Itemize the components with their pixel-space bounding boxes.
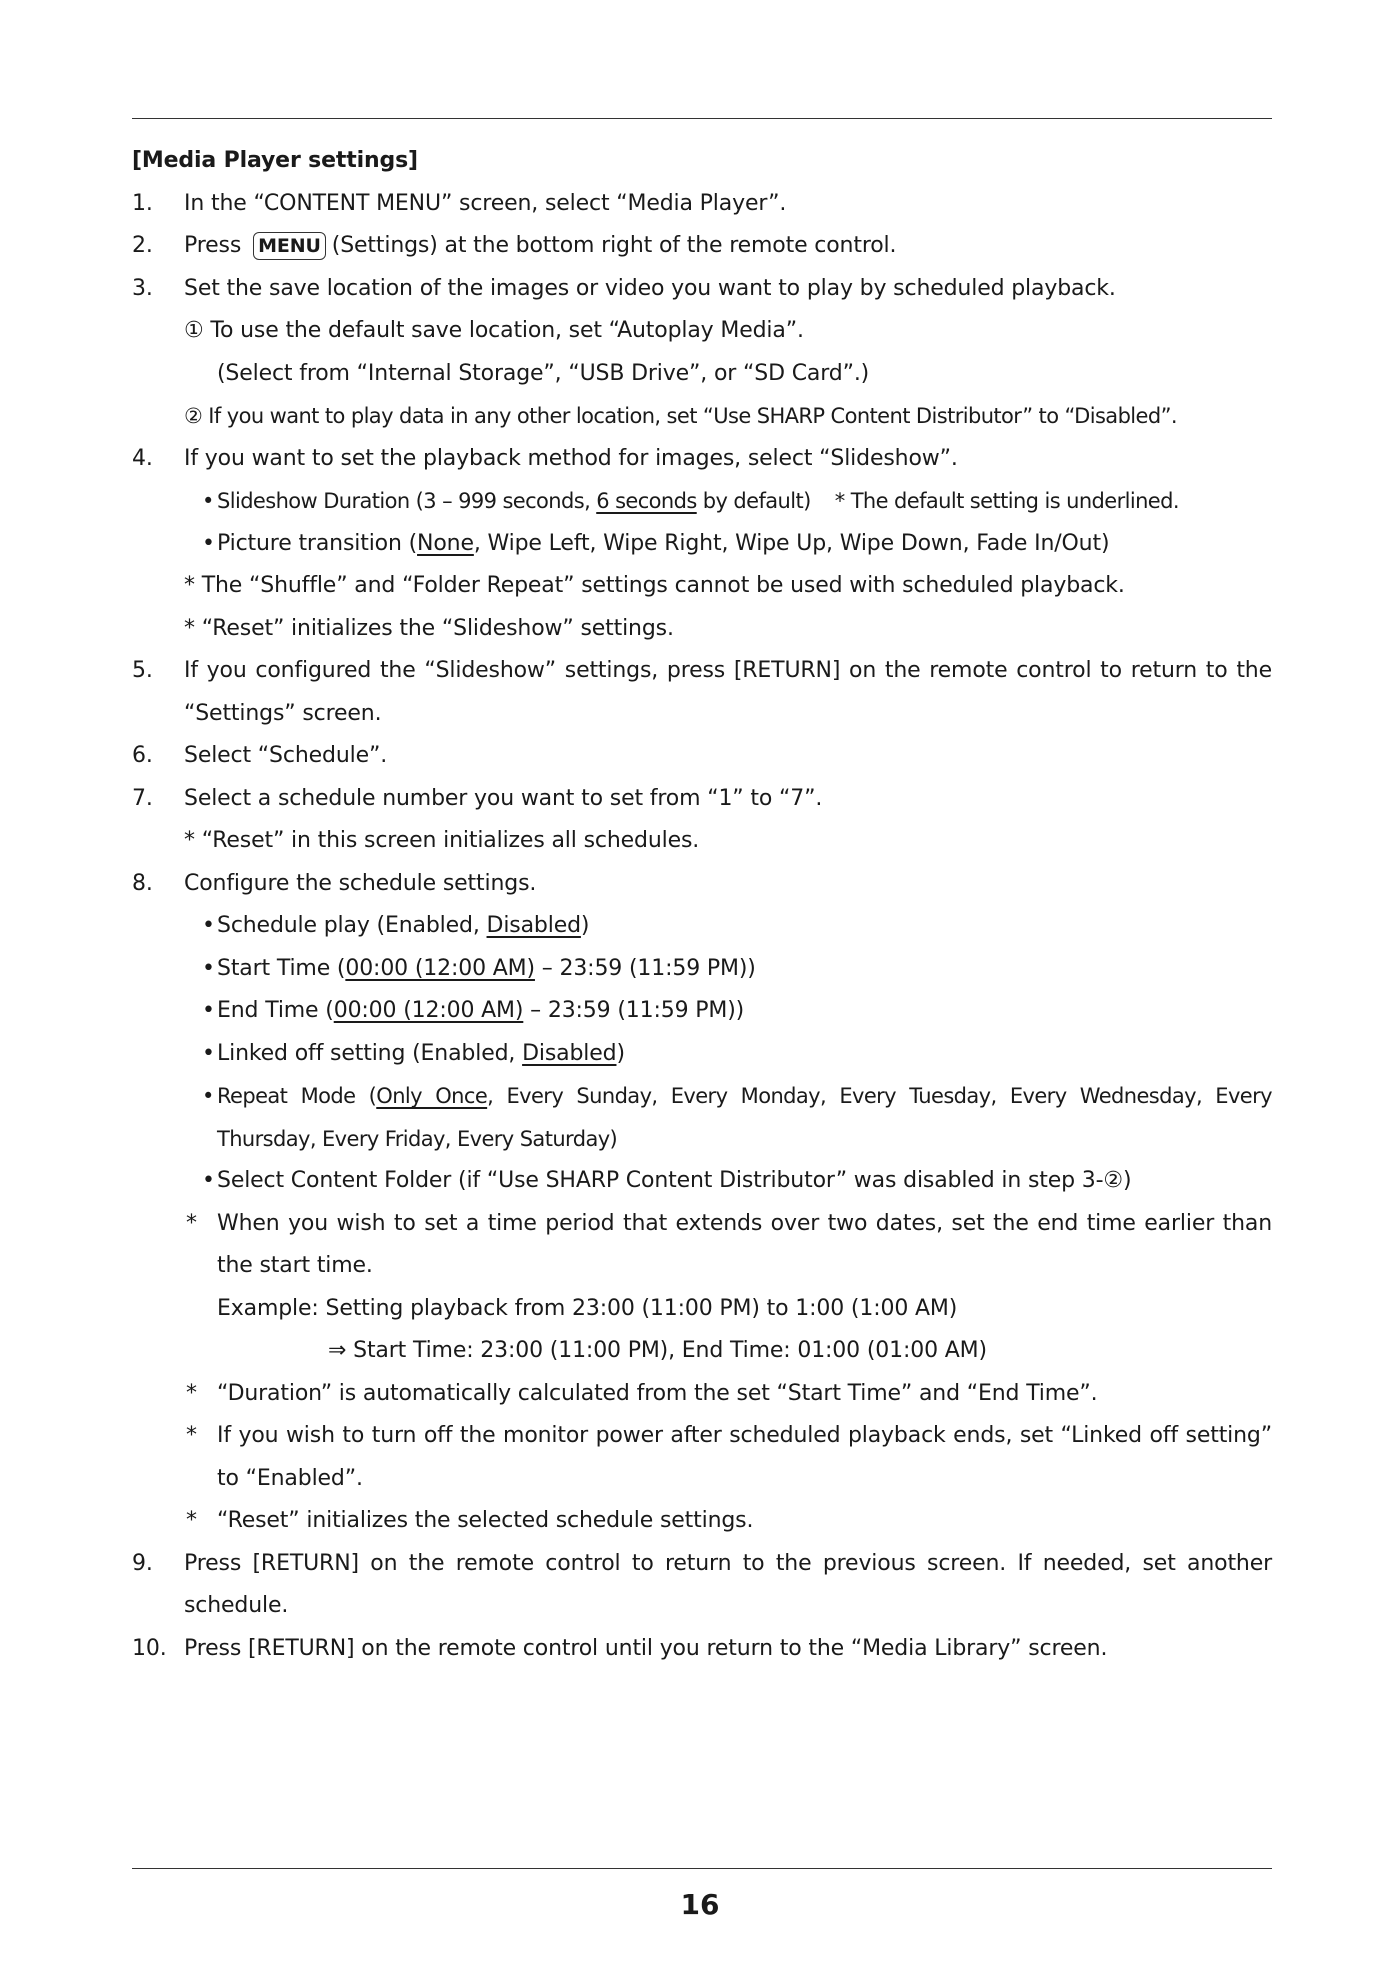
example-result-text: ⇒ Start Time: 23:00 (11:00 PM), End Time: 01:00 (01:00 AM) [328, 1338, 987, 1363]
step-3 [132, 268, 1272, 311]
step-number: 1. [132, 190, 153, 216]
bullet-text: by default) [696, 489, 811, 513]
step-7 [132, 778, 1272, 821]
step-text: If you configured the “Slideshow” settings, press [RETURN] on the remote control to return to the “Settings” screen. [184, 658, 1272, 726]
bullet-text: Picture transition ( [217, 530, 418, 556]
note-duration [132, 1373, 1272, 1416]
step-text-pre: Press [184, 233, 242, 258]
bullet-repeat-mode [132, 1075, 1272, 1160]
example-line [132, 1288, 1272, 1331]
step-number: 8. [132, 870, 153, 896]
step-9 [132, 1543, 1272, 1628]
bullet-icon: • [202, 489, 214, 513]
step-text-post: (Settings) at the bottom right of the remote control. [331, 233, 897, 258]
step-1 [132, 183, 1272, 226]
bullet-icon: • [202, 913, 215, 938]
sub-text: ① To use the default save location, set “Autoplay Media”. [184, 318, 804, 343]
example-text: Example: Setting playback from 23:00 (11:00 PM) to 1:00 (1:00 AM) [217, 1295, 958, 1321]
bullet-content-folder [132, 1160, 1272, 1203]
note-text: * The “Shuffle” and “Folder Repeat” settings cannot be used with scheduled playback. [184, 573, 1125, 598]
bullet-icon: • [202, 955, 215, 981]
header-rule [132, 118, 1272, 119]
note-text: “Reset” initializes the selected schedule settings. [217, 1508, 754, 1533]
bullet-text: Repeat Mode ( [217, 1084, 377, 1108]
menu-key-icon: MENU [253, 232, 326, 260]
asterisk-icon: * [186, 1423, 197, 1448]
bullet-icon: • [202, 1084, 214, 1108]
bullet-picture-transition [132, 523, 1272, 566]
step-text: Press [RETURN] on the remote control until you return to the “Media Library” screen. [184, 1635, 1108, 1661]
bullet-end-time [132, 990, 1272, 1033]
bullet-text: End Time ( [217, 998, 334, 1023]
step-text: In the “CONTENT MENU” screen, select “Media Player”. [184, 190, 787, 216]
page-number: 16 [680, 1888, 720, 1921]
note-reset-all [132, 820, 1272, 863]
bullet-text: Schedule play (Enabled, [217, 913, 487, 938]
step-5 [132, 650, 1272, 735]
footer-rule [132, 1868, 1272, 1869]
step-number: 2. [132, 233, 153, 258]
default-value: Only Once [376, 1084, 488, 1108]
default-note: * The default setting is underlined. [834, 489, 1179, 513]
step-10 [132, 1628, 1272, 1671]
note-two-dates [132, 1203, 1272, 1288]
note-text: If you wish to turn off the monitor power after scheduled playback ends, set “Linked off setting” to “Enabled”. [217, 1423, 1272, 1491]
bullet-text: ) [616, 1040, 625, 1066]
note-reset-schedule [132, 1500, 1272, 1543]
bullet-text: – 23:59 (11:59 PM)) [523, 998, 745, 1023]
step-text: Select “Schedule”. [184, 743, 388, 768]
sub-text: (Select from “Internal Storage”, “USB Drive”, or “SD Card”.) [217, 360, 870, 386]
asterisk-icon: * [186, 1380, 197, 1406]
bullet-icon: • [202, 530, 215, 556]
bullet-icon: • [202, 1040, 215, 1066]
default-value: 00:00 (12:00 AM) [345, 955, 535, 981]
step-8 [132, 863, 1272, 906]
asterisk-icon: * [186, 1210, 197, 1236]
step-number: 9. [132, 1550, 153, 1576]
step-number: 6. [132, 743, 153, 768]
step-3-sub-1 [132, 310, 1272, 353]
bullet-icon: • [202, 998, 215, 1023]
step-3-sub-2 [132, 395, 1272, 438]
note-text: When you wish to set a time period that extends over two dates, set the end time earlier than the start time. [217, 1210, 1272, 1278]
step-number: 3. [132, 275, 153, 301]
bullet-text: ) [580, 913, 590, 938]
step-text: If you want to set the playback method for images, select “Slideshow”. [184, 445, 958, 471]
bullet-schedule-play [132, 905, 1272, 948]
page-content [132, 140, 1272, 1670]
default-value: Disabled [486, 913, 581, 938]
note-text: “Duration” is automatically calculated from the set “Start Time” and “End Time”. [217, 1380, 1098, 1406]
step-text: Set the save location of the images or video you want to play by scheduled playback. [184, 275, 1116, 301]
bullet-icon: • [202, 1168, 215, 1193]
bullet-start-time [132, 948, 1272, 991]
step-3-sub-1b [132, 353, 1272, 396]
step-text: Press [RETURN] on the remote control to return to the previous screen. If needed, set another schedule. [184, 1550, 1272, 1618]
step-number: 7. [132, 785, 153, 811]
section-heading: [Media Player settings] [132, 148, 418, 173]
asterisk-icon: * [186, 1508, 197, 1533]
default-value: 00:00 (12:00 AM) [333, 998, 524, 1023]
bullet-text: – 23:59 (11:59 PM)) [534, 955, 756, 981]
step-2 [132, 225, 1272, 268]
bullet-text: Select Content Folder (if “Use SHARP Content Distributor” was disabled in step 3-②) [217, 1168, 1132, 1193]
example-result [132, 1330, 1272, 1373]
step-text: Configure the schedule settings. [184, 870, 537, 896]
default-value: Disabled [522, 1040, 617, 1066]
default-value: None [417, 530, 474, 556]
bullet-text: Linked off setting (Enabled, [217, 1040, 523, 1066]
step-number: 10. [132, 1635, 167, 1661]
note-reset-slideshow [132, 608, 1272, 651]
bullet-text: , Every Sunday, Every Monday, Every Tuesday, Every Wednesday, Every Thursday, Every Friday, Every Saturday) [217, 1084, 1272, 1151]
note-text: * “Reset” initializes the “Slideshow” settings. [184, 615, 674, 641]
bullet-linked-off [132, 1033, 1272, 1076]
bullet-slideshow-duration [132, 480, 1272, 523]
note-linked-off [132, 1415, 1272, 1500]
step-number: 4. [132, 445, 153, 471]
default-value: 6 seconds [596, 489, 697, 513]
note-shuffle [132, 565, 1272, 608]
step-text: Select a schedule number you want to set from “1” to “7”. [184, 785, 823, 811]
bullet-text: Slideshow Duration (3 – 999 seconds, [217, 489, 597, 513]
step-number: 5. [132, 658, 153, 683]
step-4 [132, 438, 1272, 481]
sub-text: ② If you want to play data in any other location, set “Use SHARP Content Distributor” to “Disabled”. [184, 404, 1177, 428]
bullet-text: Start Time ( [217, 955, 346, 981]
step-6 [132, 735, 1272, 778]
note-text: * “Reset” in this screen initializes all schedules. [184, 828, 700, 853]
bullet-text: , Wipe Left, Wipe Right, Wipe Up, Wipe Down, Fade In/Out) [473, 530, 1110, 556]
